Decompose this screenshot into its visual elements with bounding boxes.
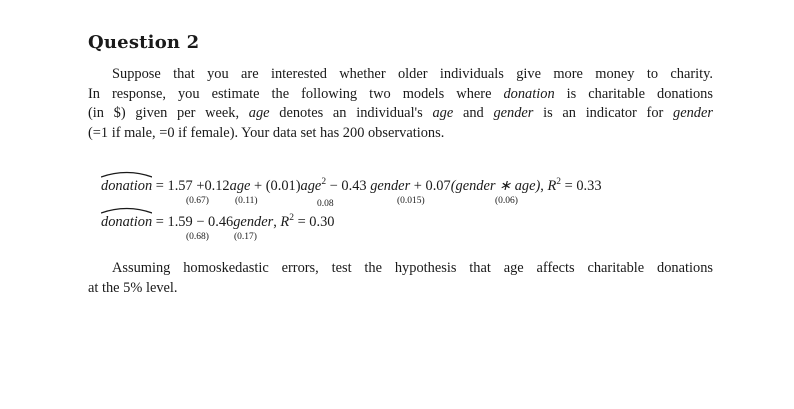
model-1-interaction-coef: 0.07 <box>425 178 451 194</box>
exponent: 2 <box>289 213 294 223</box>
model-1-age2-var: age <box>300 178 322 194</box>
intro-line-2: In response, you estimate the following two models where donation is charitable donations <box>88 85 713 102</box>
model-2-gender-coef: 0.46 <box>208 214 234 230</box>
model-1-lhs: donation <box>101 178 152 195</box>
model-2-gender-var: gender <box>233 214 274 230</box>
plus-sign: + <box>254 178 263 194</box>
equals-sign: = <box>155 178 164 194</box>
model-2-equation: donation = 1.59 − 0.46gender, $R^2 = 0.30$ <box>101 214 334 231</box>
task-paragraph <box>88 259 713 298</box>
se-gender-1: (0.015) <box>397 196 425 206</box>
r-squared-label: R <box>547 178 557 194</box>
se-interaction: (0.06) <box>495 196 518 206</box>
task-line-1: Assuming homoskedastic errors, test the hypothesis that age affects charitable donations <box>112 260 713 276</box>
intro-paragraph <box>88 65 713 143</box>
model-1-age-var: age <box>229 178 251 194</box>
minus-sign: − <box>329 178 338 194</box>
exponent: 2 <box>321 177 327 187</box>
model-1-r-squared: = 0.33 <box>564 178 602 194</box>
se-age2: 0.08 <box>317 199 334 209</box>
exponent: 2 <box>556 177 562 187</box>
question-title: Question 2 <box>88 32 200 53</box>
se-constant-1: (0.67) <box>186 196 209 206</box>
se-gender-2: (0.17) <box>234 232 257 242</box>
model-1-gender-var: gender <box>370 178 411 194</box>
se-age: (0.11) <box>235 196 258 206</box>
plus-sign: + <box>413 178 422 194</box>
model-1-equation: donation = 1.57 +0.12age + (0.01)age$^2$ − 0.43 gender + 0.07(gender ∗ age), $R^2 = 0.33$ <box>101 178 602 195</box>
model-1-age2-coef: (0.01) <box>265 178 301 194</box>
model-2-constant: 1.59 <box>167 214 193 230</box>
se-constant-2: (0.68) <box>186 232 209 242</box>
model-2-r-squared: = 0.30 <box>297 214 335 230</box>
minus-sign: − <box>196 214 205 230</box>
r-squared-label: R <box>280 214 290 230</box>
intro-line-3: (in $) given per week, age denotes an individual's age and gender is an indicator for gender <box>88 105 713 121</box>
model-1-age-coef: 0.12 <box>204 178 230 194</box>
hat-accent-icon <box>101 170 152 178</box>
model-1-constant: 1.57 <box>167 178 193 194</box>
model-2-lhs: donation <box>101 214 152 231</box>
hat-accent-icon <box>101 206 152 214</box>
intro-line-1: Suppose that you are interested whether older individuals give more money to charity. <box>112 66 713 82</box>
model-1-gender-coef: 0.43 <box>341 178 367 194</box>
model-1-interaction-var: (gender ∗ age) <box>450 178 541 194</box>
task-line-2: at the 5% level. <box>88 279 178 296</box>
intro-line-4: (=1 if male, =0 if female). Your data set has 200 observations. <box>88 124 445 141</box>
plus-sign: + <box>196 178 205 194</box>
equals-sign: = <box>155 214 164 230</box>
